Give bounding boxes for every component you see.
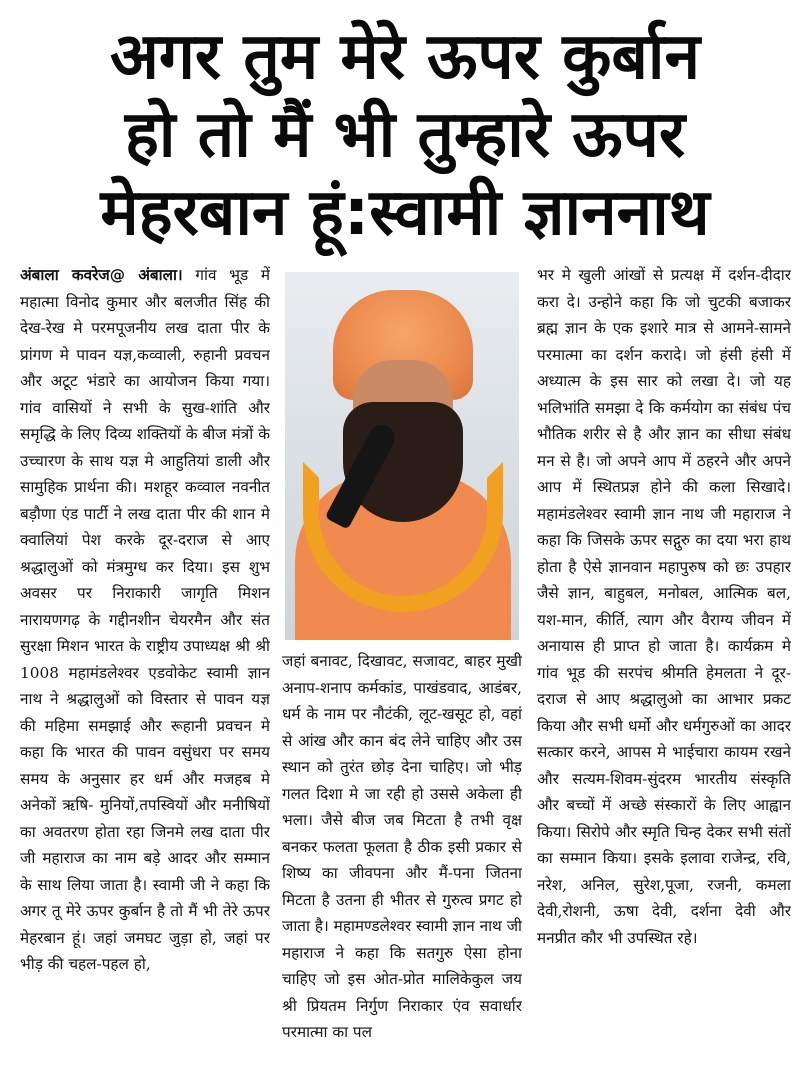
headline-line-3: मेहरबान हूं:स्वामी ज्ञाननाथ [100, 176, 710, 250]
article-column-1 [20, 262, 270, 1072]
article-column-3: भर मे खुली आंखों से प्रत्यक्ष में दर्शन-दीदार करा दे। उन्होने कहा कि जो चुटकी बजाकर ब्रह्म ज्ञान के एक इशारे मात्र से आमने-सामने परमात्मा का दर्शन करादे। जो हंसी हंसी में अध्यात्म के इस सार को लखा दे। जो यह भलिभांति समझा दे कि कर्मयोग का संबंध पंच भौतिक शरीर से है और ज्ञान का सीधा संबंध मन से है। जो अपने आप में ठहरने और अपने आप में स्थितप्रज्ञ होने की कला सिखादे। महामंडलेश्वर स्वामी ज्ञान नाथ जी महाराज ने कहा कि जिसके ऊपर सद्गुरु का दया भरा हाथ होता है ऐसे ज्ञानवान महापुरुष को छः उपहार जैसे ज्ञान, बाहुबल, मनोबल, आत्मिक बल, यश-मान, कीर्ति, त्याग और वैराग्य जीवन में अनायास ही प्राप्त हो जाता है। कार्यक्रम मे गांव भूड की सरपंच श्रीमति हेमलता ने दूर-दराज से आए श्रद्धालुओ का आभार प्रकट किया और सभी धर्मो और धर्मगुरुओं का आदर सत्कार करने, आपस मे भाईचारा कायम रखने और सत्यम-शिवम-सुंदरम भारतीय संस्कृति और बच्चों में अच्छे संस्कारों के लिए आह्वान किया। सिरोपे और स्मृति चिन्ह देकर सभी संतों का सम्मान किया। इसके इलावा राजेन्द्र, रवि, नरेश, अनिल, सुरेश,पूजा, रजनी, कमला देवी,रोशनी, ऊषा देवी, दर्शना देवी और मनप्रीत कौर भी उपस्थित रहे। [537, 266, 791, 947]
article-column-1-text: गांव भूड में महात्मा विनोद कुमार और बलजीत सिंह की देख-रेख मे परमपूजनीय लख दाता पीर के प्रांगण मे पावन यज्ञ,कव्वाली, रुहानी प्रवचन और अटूट भंडारे का आयोजन किया गया। गांव वासियों ने सभी के सुख-शांति और समृद्धि के लिए दिव्य शक्तियों के बीज मंत्रों के उच्चारण के साथ यज्ञ मे आहुतियां डाली और सामुहिक प्रार्थना की। मशहूर कव्वाल नवनीत बड़ौणा एंड पार्टी ने लख दाता पीर की शान मे क्वालियां पेश करके दूर-दराज से आए श्रद्धालुओं को मंत्रमुग्ध कर दिया। इस शुभ अवसर पर निराकारी जागृति मिशन नारायणगढ़ के गद्दीनशीन चेयरमैन और संत सुरक्षा मिशन भारत के राष्ट्रीय उपाध्यक्ष श्री श्री 1008 महामंडलेश्वर एडवोकेट स्वामी ज्ञान नाथ ने श्रद्धालुओं को विस्तार से पावन यज्ञ की महिमा समझाई और रूहानी प्रवचन मे कहा कि भारत की पावन वसुंधरा पर समय समय के अनुसार हर धर्म और मजहब मे अनेकों ऋषि- मुनियों,तपस्वियों और मनीषियों का अवतरण होता रहा जिनमे लख दाता पीर जी महाराज का नाम बड़े आदर और सम्मान के साथ लिया जाता है। स्वामी जी ने कहा कि अगर तू मेरे ऊपर कुर्बान है तो मैं भी तेरे ऊपर मेहरबान हूं। जहां जमघट जुड़ा हो, जहां पर भीड़ की चहल-पहल हो, [20, 266, 270, 973]
headline [20, 18, 790, 256]
headline-line-1: अगर तुम मेरे ऊपर कुर्बान [110, 20, 700, 94]
speaker-photo [285, 272, 519, 640]
article-column-2: जहां बनावट, दिखावट, सजावट, बाहर मुखी अनाप-शनाप कर्मकांड, पाखंडवाद, आडंबर, धर्म के नाम पर नौटंकी, लूट-खसूट हो, वहां से आंख और कान बंद लेने चाहिए और उस स्थान को तुरंत छोड़ देना चाहिए। जो भीड़ गलत दिशा मे जा रही हो उससे अकेला ही भला। जैसे बीज जब मिटता है तभी वृक्ष बनकर फलता फूलता है ठीक इसी प्रकार से शिष्य का जीवपना और मैं-पना जितना मिटता है उतना ही भीतर से गुरुत्व प्रगट हो जाता है। महामण्डलेश्वर स्वामी ज्ञान नाथ जी महाराज ने कहा कि सतगुरु ऐसा होना चाहिए जो इस ओत-प्रोत मालिकेकुल जय श्री प्रियतम निर्गुण निराकार एंव सवार्धार परमात्मा का पल [282, 652, 522, 1041]
dateline: अंबाला कवरेज@ अंबाला। [20, 266, 183, 284]
headline-line-2: हो तो मैं भी तुम्हारे ऊपर [124, 98, 686, 172]
